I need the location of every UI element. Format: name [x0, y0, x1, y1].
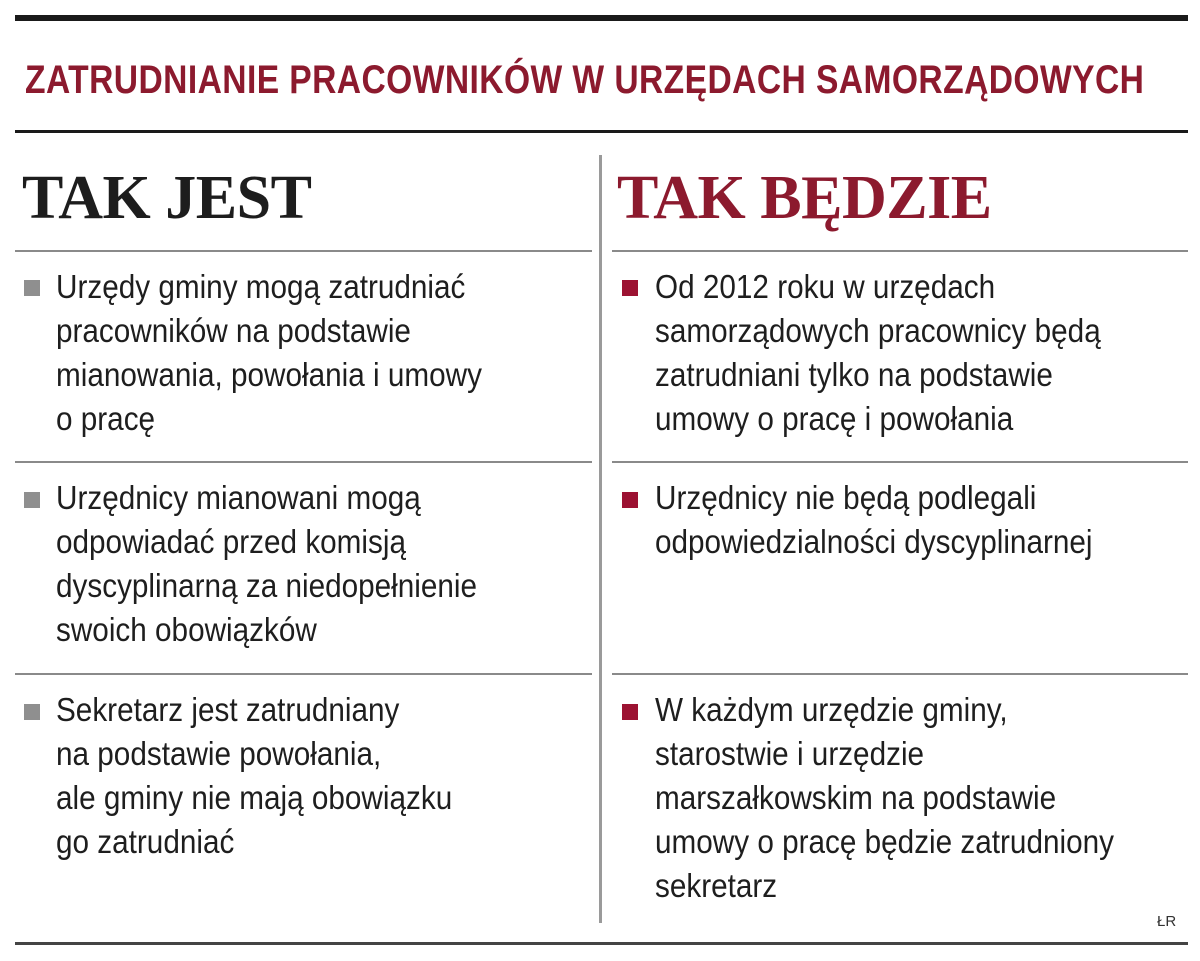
item-line: ale gminy nie mają obowiązku [56, 779, 453, 816]
item-line: na podstawie powołania, [56, 735, 382, 772]
item-line: Urzędy gminy mogą zatrudniać [56, 268, 466, 305]
right-separator [612, 461, 1188, 463]
item-line: o pracę [56, 400, 156, 437]
right-column-heading: TAK BĘDZIE [617, 164, 992, 232]
right-item-2 [655, 476, 1185, 564]
left-item-2 [56, 476, 596, 652]
right-item-1 [655, 265, 1185, 441]
right-separator [612, 673, 1188, 675]
red-bullet-icon [622, 492, 638, 508]
item-line: Urzędnicy nie będą podlegali [655, 479, 1037, 516]
item-line: starostwie i urzędzie [655, 735, 925, 772]
author-credit: ŁR [1157, 913, 1177, 930]
item-line: Sekretarz jest zatrudniany [56, 691, 400, 728]
item-line: sekretarz [655, 867, 778, 904]
item-line: pracowników na podstawie [56, 312, 411, 349]
item-line: odpowiadać przed komisją [56, 523, 407, 560]
left-column-heading: TAK JEST [22, 164, 312, 232]
item-line: samorządowych pracownicy będą [655, 312, 1101, 349]
left-separator [15, 673, 592, 675]
left-item-1 [56, 265, 596, 441]
item-line: W każdym urzędzie gminy, [655, 691, 1008, 728]
item-line: zatrudniani tylko na podstawie [655, 356, 1053, 393]
item-line: Urzędnicy mianowani mogą [56, 479, 421, 516]
right-separator [612, 250, 1188, 252]
item-line: go zatrudniać [56, 823, 235, 860]
left-separator [15, 250, 592, 252]
right-item-3 [655, 688, 1185, 908]
item-line: dyscyplinarną za niedopełnienie [56, 567, 478, 604]
left-item-3 [56, 688, 596, 864]
top-rule [15, 15, 1188, 21]
red-bullet-icon [622, 704, 638, 720]
column-divider [599, 155, 602, 923]
bottom-rule [15, 942, 1188, 945]
item-line: umowy o pracę będzie zatrudniony [655, 823, 1114, 860]
red-bullet-icon [622, 280, 638, 296]
item-line: swoich obowiązków [56, 611, 317, 648]
title-rule [15, 130, 1188, 133]
grey-bullet-icon [24, 492, 40, 508]
grey-bullet-icon [24, 280, 40, 296]
item-line: mianowania, powołania i umowy [56, 356, 482, 393]
item-line: odpowiedzialności dyscyplinarnej [655, 523, 1093, 560]
item-line: marszałkowskim na podstawie [655, 779, 1057, 816]
grey-bullet-icon [24, 704, 40, 720]
item-line: umowy o pracę i powołania [655, 400, 1014, 437]
left-separator [15, 461, 592, 463]
item-line: Od 2012 roku w urzędach [655, 268, 996, 305]
page-title: ZATRUDNIANIE PRACOWNIKÓW W URZĘDACH SAMORZĄDOWYCH [25, 58, 1145, 102]
